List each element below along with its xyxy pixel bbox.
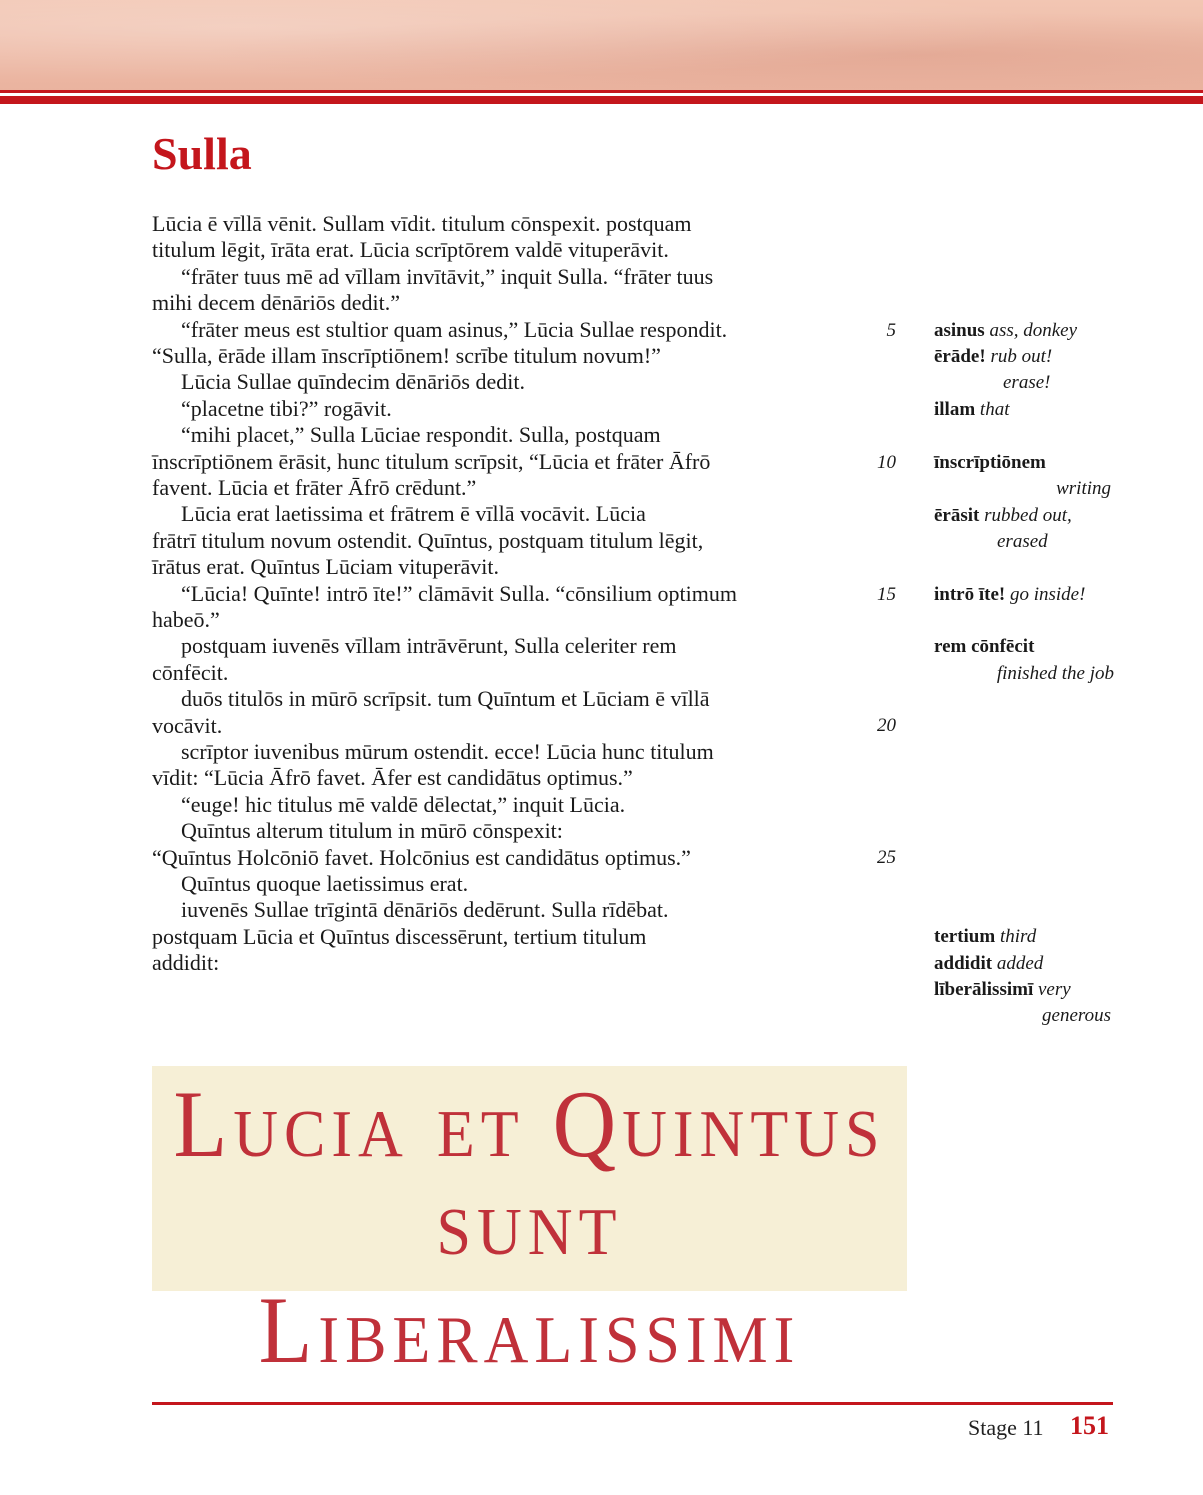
glossary-term: līberālissimī: [934, 979, 1034, 1000]
glossary-entry: [934, 634, 1034, 660]
glossary-meaning: third: [999, 926, 1037, 947]
text-line: postquam iuvenēs vīllam intrāvērunt, Sulla celeriter rem: [181, 633, 677, 658]
text-line: postquam Lūcia et Quīntus discessērunt, tertium titulum: [152, 924, 647, 949]
text-line: Lūcia Sullae quīndecim dēnāriōs dedit.: [181, 369, 525, 394]
text-line: “frāter meus est stultior quam asinus,” Lūcia Sullae respondit.: [181, 317, 728, 342]
wall-inscription: [152, 1066, 907, 1384]
text-line: mihi decem dēnāriōs dedit.”: [152, 290, 401, 315]
header-rule-thick: [0, 96, 1203, 104]
header-rule-thin: [0, 90, 1203, 93]
glossary-meaning: writing: [1056, 478, 1111, 499]
text-line: Quīntus quoque laetissimus erat.: [181, 871, 469, 896]
text-line: vīdit: “Lūcia Āfrō favet. Āfer est candidātus optimus.”: [152, 765, 633, 790]
text-line: “Lūcia! Quīnte! intrō īte!” clāmāvit Sulla. “cōnsilium optimum: [181, 581, 737, 606]
text-line: titulum lēgit, īrāta erat. Lūcia scrīptōrem valdē vituperāvit.: [152, 237, 669, 262]
glossary-meaning: rubbed out,: [984, 505, 1072, 526]
text-line: “euge! hic titulus mē valdē dēlectat,” inquit Lūcia.: [181, 792, 626, 817]
glossary-entry: [934, 344, 1052, 370]
line-number: 5: [886, 320, 896, 341]
glossary-meaning: rub out!: [990, 346, 1053, 367]
text-line: scrīptor iuvenibus mūrum ostendit. ecce! Lūcia hunc titulum: [181, 739, 714, 764]
text-line: Lūcia ē vīllā vēnit. Sullam vīdit. titulum cōnspexit. postquam: [152, 211, 692, 236]
glossary-entry: [934, 318, 1077, 344]
line-number: 20: [877, 715, 896, 736]
text-line: “Quīntus Holcōniō favet. Holcōnius est candidātus optimus.”: [152, 845, 691, 870]
header-band: [0, 0, 1203, 90]
text-line: “Sulla, ērāde illam īnscrīptiōnem! scrībe titulum novum!”: [152, 343, 661, 368]
text-line: Lūcia erat laetissima et frātrem ē vīllā vocāvit. Lūcia: [181, 501, 646, 526]
text-line: “frāter tuus mē ad vīllam invītāvit,” inquit Sulla. “frāter tuus: [181, 264, 714, 289]
glossary-meaning: added: [996, 953, 1044, 974]
inscription-line: sunt Liberalissimi: [258, 1171, 801, 1384]
line-number: 10: [877, 452, 896, 473]
glossary-term: intrō īte!: [934, 584, 1006, 605]
glossary-term: tertium: [934, 926, 996, 947]
text-line: “placetne tibi?” rogāvit.: [181, 396, 392, 421]
footer-rule: [152, 1402, 1113, 1405]
text-line: Quīntus alterum titulum in mūrō cōnspexit:: [181, 818, 563, 843]
glossary-entry: [934, 450, 1046, 476]
glossary-meaning: ass, donkey: [989, 320, 1078, 341]
glossary-term: addidit: [934, 953, 993, 974]
glossary-term: ērāde!: [934, 346, 986, 367]
glossary-entry: [934, 582, 1085, 608]
glossary-term: asinus: [934, 320, 985, 341]
glossary-meaning: that: [979, 399, 1010, 420]
text-line: habeō.”: [152, 607, 220, 632]
glossary-entry: [934, 924, 1036, 950]
text-line: “mihi placet,” Sulla Lūciae respondit. Sulla, postquam: [181, 422, 661, 447]
text-line: īrātus erat. Quīntus Lūciam vituperāvit.: [152, 554, 500, 579]
text-line: duōs titulōs in mūrō scrīpsit. tum Quīntum et Lūciam ē vīllā: [181, 686, 710, 711]
glossary-entry: [934, 503, 1072, 529]
glossary-meaning-continued: erase!: [1003, 372, 1051, 393]
line-number: 15: [877, 584, 896, 605]
inscription-line: Lucia et Quintus: [173, 1073, 886, 1178]
glossary-entry: [934, 951, 1043, 977]
text-line: cōnfēcit.: [152, 660, 229, 685]
text-line: frātrī titulum novum ostendit. Quīntus, postquam titulum lēgit,: [152, 528, 704, 553]
text-line: favent. Lūcia et frāter Āfrō crēdunt.”: [152, 475, 477, 500]
glossary-term: illam: [934, 399, 976, 420]
glossary-entry: [934, 977, 1071, 1003]
text-line: vocāvit.: [152, 713, 223, 738]
text-line: iuvenēs Sullae trīgintā dēnāriōs dedērunt. Sulla rīdēbat.: [181, 897, 669, 922]
glossary-term: īnscrīptiōnem: [934, 452, 1046, 473]
glossary-meaning-continued: generous: [1042, 1005, 1111, 1026]
glossary-term: ērāsit: [934, 505, 980, 526]
glossary-meaning: very: [1037, 979, 1071, 1000]
glossary-term: rem cōnfēcit: [934, 636, 1035, 657]
glossary-entry: [934, 397, 1009, 423]
page-number: 151: [1070, 1411, 1109, 1440]
line-number: 25: [877, 847, 896, 868]
footer-stage-label: Stage 11: [968, 1415, 1044, 1440]
glossary-meaning: go inside!: [1009, 584, 1086, 605]
text-line: addidit:: [152, 950, 220, 975]
glossary-meaning-continued: erased: [997, 531, 1048, 552]
glossary-meaning: finished the job: [996, 663, 1114, 684]
page-title: Sulla: [152, 128, 252, 179]
text-line: īnscrīptiōnem ērāsit, hunc titulum scrīpsit, “Lūcia et frāter Āfrō: [152, 449, 711, 474]
